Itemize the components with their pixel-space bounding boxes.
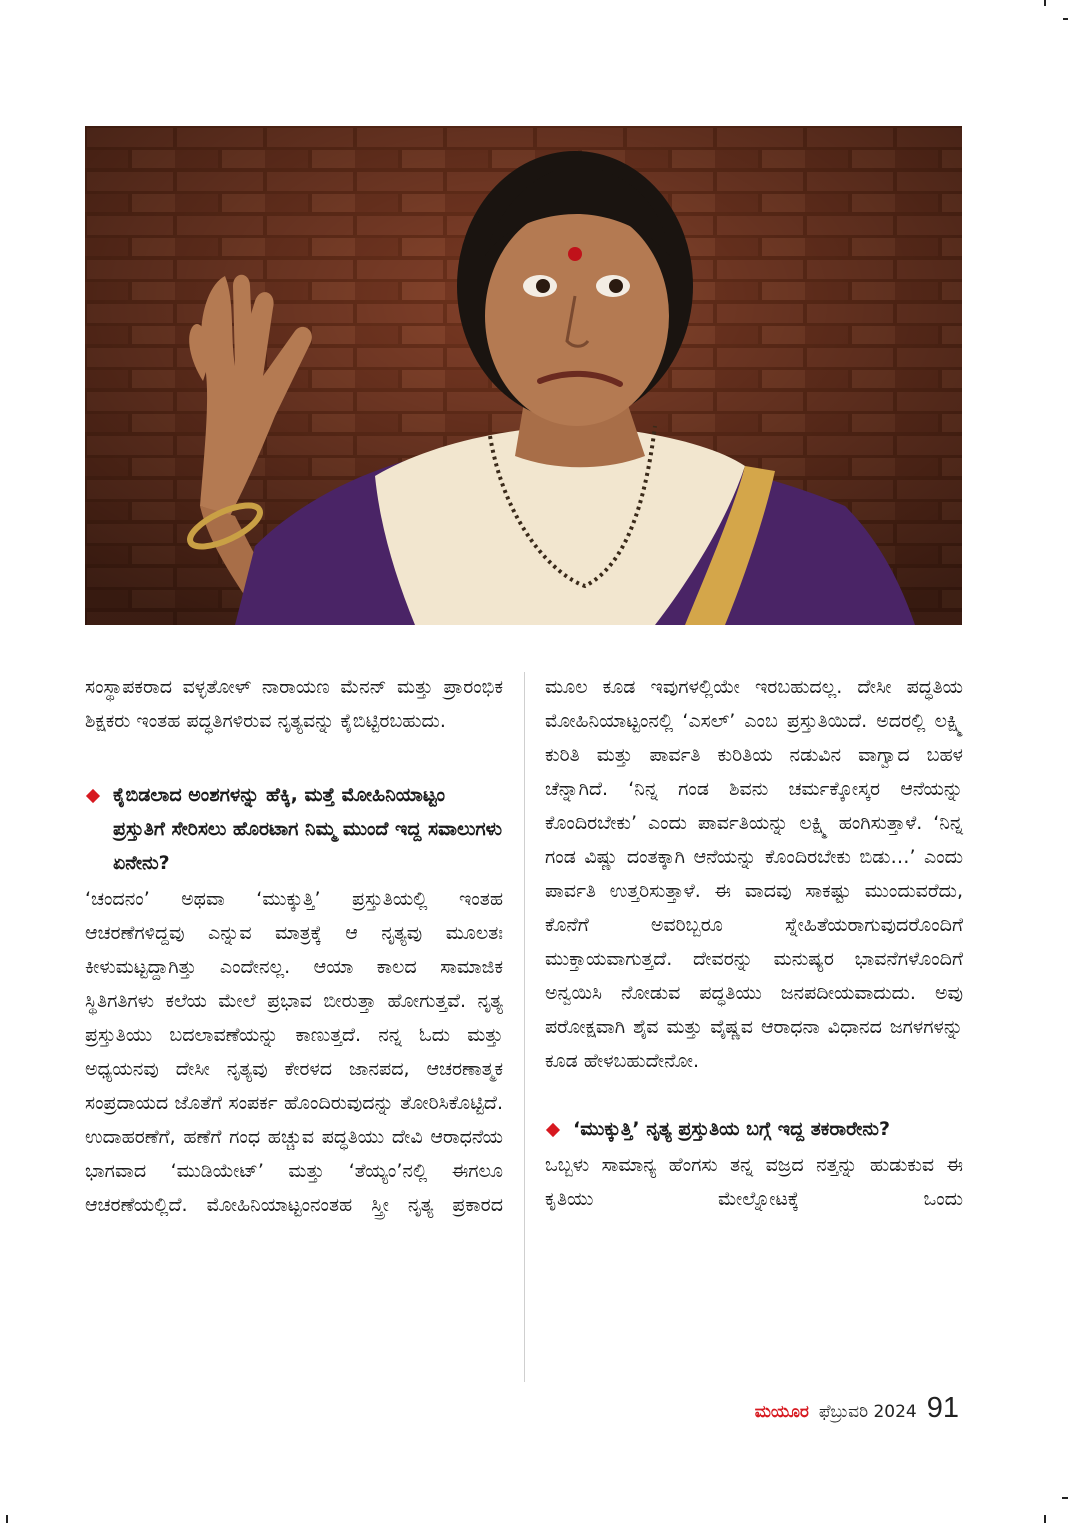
right-column [545,670,963,1216]
bullet-diamond-icon [546,1123,560,1137]
body-paragraph: ಮೂಲ ಕೂಡ ಇವುಗಳಲ್ಲಿಯೇ ಇರಬಹುದಲ್ಲ. ದೇಸೀ ಪದ್ಧತಿಯ ಮೋಹಿನಿಯಾಟ್ಟಂನಲ್ಲಿ ‘ಎಸಲ್’ ಎಂಬ ಪ್ರಸ್ತುತಿಯಿದೆ. ಅದರಲ್ಲಿ ಲಕ್ಷ್ಮಿ ಕುರಿತಿ ಮತ್ತು ಪಾರ್ವತಿ ಕುರಿತಿಯ ನಡುವಿನ ವಾಗ್ವಾದ ಬಹಳ ಚೆನ್ನಾಗಿದೆ. ‘ನಿನ್ನ ಗಂಡ ಶಿವನು ಚರ್ಮಕ್ಕೋಸ್ಕರ ಆನೆಯನ್ನು ಕೊಂದಿರಬೇಕು’ ಎಂದು ಪಾರ್ವತಿಯನ್ನು ಲಕ್ಷ್ಮಿ ಹಂಗಿಸುತ್ತಾಳೆ. ‘ನಿನ್ನ ಗಂಡ ವಿಷ್ಣು ದಂತಕ್ಕಾಗಿ ಆನೆಯನ್ನು ಕೊಂದಿರಬೇಕು ಬಿಡು…’ ಎಂದು ಪಾರ್ವತಿ ಉತ್ತರಿಸುತ್ತಾಳೆ. ಈ ವಾದವು ಸಾಕಷ್ಟು ಮುಂದುವರೆದು, ಕೊನೆಗೆ ಅವರಿಬ್ಬರೂ ಸ್ನೇಹಿತೆಯರಾಗುವುದರೊಂದಿಗೆ ಮುಕ್ತಾಯವಾಗುತ್ತದೆ. ದೇವರನ್ನು ಮನುಷ್ಯರ ಭಾವನೆಗಳೊಂದಿಗೆ ಅನ್ವಯಿಸಿ ನೋಡುವ ಪದ್ಧತಿಯು ಜನಪದೀಯವಾದುದು. ಅವು ಪರೋಕ್ಷವಾಗಿ ಶೈವ ಮತ್ತು ವೈಷ್ಣವ ಆರಾಧನಾ ವಿಧಾನದ ಜಗಳಗಳನ್ನು ಕೂಡ ಹೇಳಬಹುದೇನೋ. [545,676,963,1072]
left-column [85,670,503,1222]
crop-mark [1044,1515,1046,1523]
answer-paragraph: ‘ಚಂದನಂ’ ಅಥವಾ ‘ಮುಕ್ಕುತ್ತಿ’ ಪ್ರಸ್ತುತಿಯಲ್ಲಿ ಇಂತಹ ಆಚರಣೆಗಳಿದ್ದವು ಎನ್ನುವ ಮಾತ್ರಕ್ಕೆ ಆ ನೃತ್ಯವು ಮೂಲತಃ ಕೀಳುಮಟ್ಟದ್ದಾಗಿತ್ತು ಎಂದೇನಲ್ಲ. ಆಯಾ ಕಾಲದ ಸಾಮಾಜಿಕ ಸ್ಥಿತಿಗತಿಗಳು ಕಲೆಯ ಮೇಲೆ ಪ್ರಭಾವ ಬೀರುತ್ತಾ ಹೋಗುತ್ತವೆ. ನೃತ್ಯ ಪ್ರಸ್ತುತಿಯು ಬದಲಾವಣೆಯನ್ನು ಕಾಣುತ್ತದೆ. ನನ್ನ ಓದು ಮತ್ತು ಅಧ್ಯಯನವು ದೇಸೀ ನೃತ್ಯವು ಕೇರಳದ ಜಾನಪದ, ಆಚರಣಾತ್ಮಕ ಸಂಪ್ರದಾಯದ ಜೊತೆಗೆ ಸಂಪರ್ಕ ಹೊಂದಿರುವುದನ್ನು ತೋರಿಸಿಕೊಟ್ಟಿದೆ. ಉದಾಹರಣೆಗೆ, ಹಣೆಗೆ ಗಂಧ ಹಚ್ಚುವ ಪದ್ಧತಿಯು ದೇವಿ ಆರಾಧನೆಯ ಭಾಗವಾದ ‘ಮುಡಿಯೇಟ್’ ಮತ್ತು ‘ತೆಯ್ಯಂ’ನಲ್ಲಿ ಈಗಲೂ ಆಚರಣೆಯಲ್ಲಿದೆ. ಮೋಹಿನಿಯಾಟ್ಟಂನಂತಹ ಸ್ತ್ರೀ ನೃತ್ಯ ಪ್ರಕಾರದ [85,888,503,1216]
question-text: ‘ಮುಕ್ಕುತ್ತಿ’ ನೃತ್ಯ ಪ್ರಸ್ತುತಿಯ ಬಗ್ಗೆ ಇದ್ದ ತಕರಾರೇನು? [573,1118,890,1140]
crop-mark [1063,18,1068,20]
dancer-expression-icon [85,126,962,625]
question-text: ಕೈಬಿಡಲಾದ ಅಂಶಗಳನ್ನು ಹೆಕ್ಕಿ, ಮತ್ತೆ ಮೋಹಿನಿಯಾಟ್ಟಂ ಪ್ರಸ್ತುತಿಗೆ ಸೇರಿಸಲು ಹೊರಟಾಗ ನಿಮ್ಮ ಮುಂದೆ ಇದ್ದ ಸವಾಲುಗಳು ಏನೇನು? [113,784,503,874]
crop-mark [6,1515,8,1523]
page-number: 91 [926,1392,959,1424]
page-footer [755,1392,959,1426]
bullet-diamond-icon [86,789,100,803]
interview-question [85,778,503,880]
column-divider [524,672,525,1382]
crop-mark [1062,1497,1068,1499]
answer-paragraph: ಒಬ್ಬಳು ಸಾಮಾನ್ಯ ಹೆಂಗಸು ತನ್ನ ವಜ್ರದ ನತ್ತನ್ನು ಹುಡುಕುವ ಈ ಕೃತಿಯು ಮೇಲ್ನೋಟಕ್ಕೆ ಒಂದು [545,1154,963,1210]
issue-date: ಫೆಬ್ರುವರಿ 2024 [818,1402,917,1422]
intro-paragraph: ಸಂಸ್ಥಾಪಕರಾದ ವಳ್ಳತೋಳ್ ನಾರಾಯಣ ಮೆನನ್ ಮತ್ತು ಪ್ರಾರಂಭಿಕ ಶಿಕ್ಷಕರು ಇಂತಹ ಪದ್ಧತಿಗಳಿರುವ ನೃತ್ಯವನ್ನು ಕೈಬಿಟ್ಟಿರಬಹುದು. [85,676,503,732]
interview-question [545,1112,963,1146]
crop-mark [1044,0,1046,6]
magazine-brand: ಮಯೂರ [754,1402,809,1422]
article-photo [85,126,962,625]
